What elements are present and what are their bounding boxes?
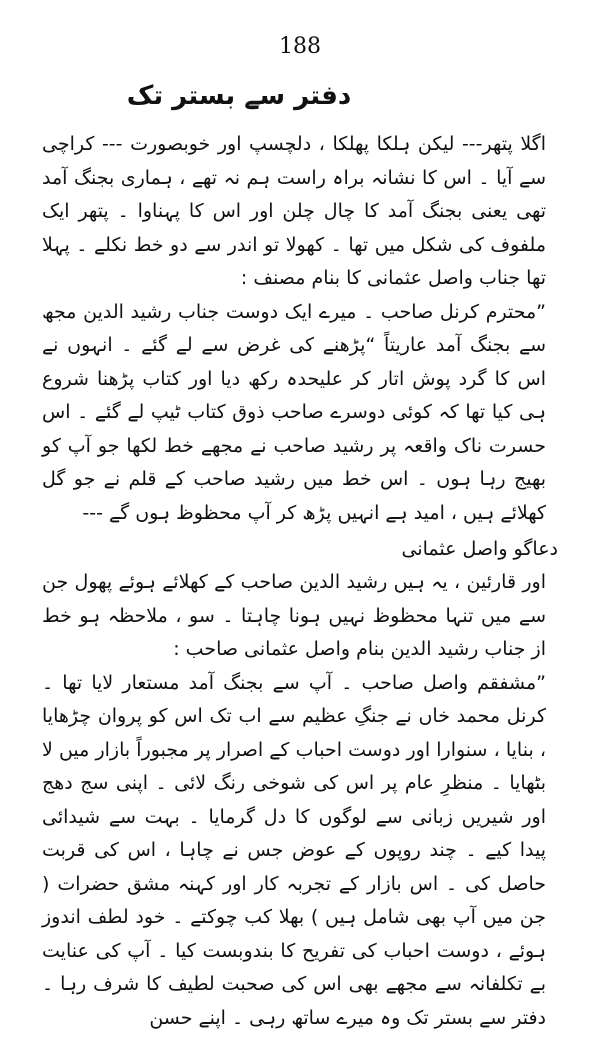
paragraph: ”مشفقم واصل صاحب ۔ آپ سے بجنگ آمد مستعار لایا تھا ۔ کرنل محمد خاں نے جنگِ عظیم سے اب تک اس کو پروان چڑھایا ، بنایا ، سنوارا اور دوست احباب کے اصرار پر مجبوراً بازار میں لا بٹھایا ۔ منظرِ عام پر اس کی شوخی رنگ لائی ۔ اپنی سج دھج اور شیریں زبانی سے لوگوں کا دل گرمایا ۔ بہت سے شیدائی پیدا کیے ۔ چند روپوں کے عوض جس نے چاہا ، اس کی قربت حاصل کی ۔ اس بازار کے تجربہ کار اور کہنہ مشق حضرات ( جن میں آپ بھی شامل ہیں ) بھلا کب چوکتے ۔ خود لطف اندوز ہوئے ، دوست احباب کی تفریح کا بندوبست کیا ۔ آپ کی عنایت بے تکلفانہ سے مجھے بھی اس کی صحبت لطیف کا شرف رہا ۔ دفتر سے بستر تک وہ میرے ساتھ رہی ۔ اپنے حسن [42,671,546,1029]
chapter-title: دفتر سے بستر تک [126,81,352,111]
body-text-block-2 [42,566,568,1035]
body-text-block-1 [42,128,568,530]
signature: دعاگو واصل عثمانی [401,538,558,560]
paragraph: ”محترم کرنل صاحب ۔ میرے ایک دوست جناب رشید الدین مجھ سے بجنگ آمد عاریتاً “پڑھنے کی غرض سے لے گئے ۔ انہوں نے اس کا گرد پوش اتار کر علیحدہ رکھ دیا اور کتاب پڑھنا شروع ہی کیا تھا کہ کوئی دوسرے صاحب ذوق کتاب ٹیپ لے گئے ۔ اس حسرت ناک واقعہ پر رشید صاحب نے مجھے خط لکھا جو آپ کو بھیج رہا ہوں ۔ اس خط میں رشید صاحب کے قلم نے جو گل کھلائے ہیں ، امید ہے انہیں پڑھ کر آپ محظوظ ہوں گے --- [42,300,546,524]
paragraph: اور قارئین ، یہ ہیں رشید الدین صاحب کے کھلائے ہوئے پھول جن سے میں تنہا محظوظ نہیں ہونا چاہتا ۔ سو ، ملاحظہ ہو خط از جناب رشید الدین بنام واصل عثمانی صاحب : [42,571,546,660]
page-number: 188 [279,34,321,59]
paragraph: اگلا پتھر--- لیکن ہلکا پھلکا ، دلچسپ اور خوبصورت --- کراچی سے آیا ۔ اس کا نشانہ براہ راست ہم نہ تھے ، ہماری بجنگ آمد تھی یعنی بجنگ آمد کا چال چلن اور اس کا پہناوا ۔ پتھر ایک ملفوف کی شکل میں تھا ۔ کھولا تو اندر سے دو خط نکلے ۔ پہلا تھا جناب واصل عثمانی کا بنام مصنف : [42,133,546,289]
